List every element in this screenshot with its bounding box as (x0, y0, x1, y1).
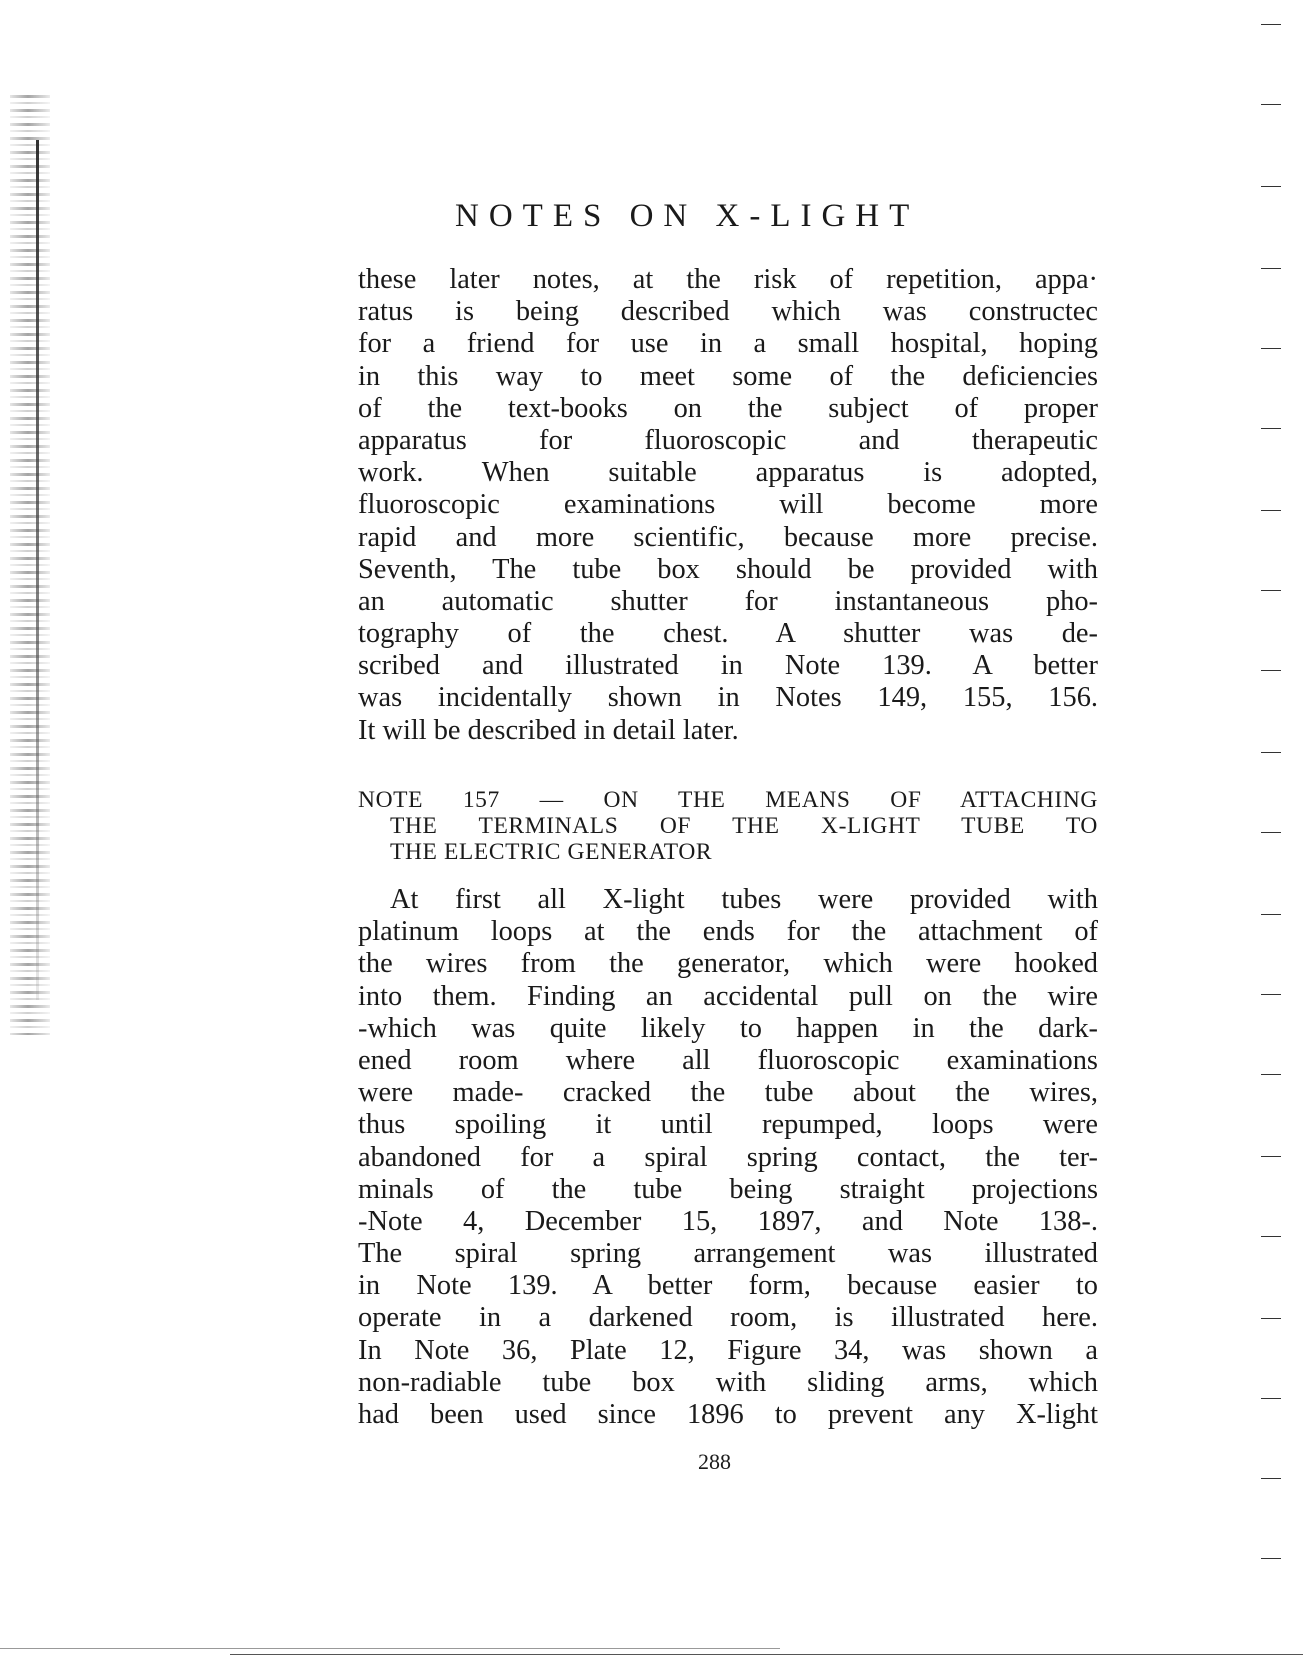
text-line: abandoned for a spiral spring contact, the ter- (358, 1141, 1098, 1173)
edge-mark (1261, 1236, 1281, 1237)
edge-mark (1261, 1318, 1281, 1319)
text-line: apparatus for fluoroscopic and therapeutic (358, 424, 1098, 456)
text-line: tography of the chest. A shutter was de- (358, 618, 1098, 650)
text-line: were made- cracked the tube about the wires, (358, 1077, 1098, 1109)
edge-mark (1261, 914, 1281, 915)
text-line: non-radiable tube box with sliding arms, which (358, 1366, 1098, 1398)
heading-line: THE ELECTRIC GENERATOR (390, 839, 713, 865)
text-line: operate in a darkened room, is illustrated here. (358, 1302, 1098, 1334)
note-paragraph (358, 884, 1098, 1431)
text-line: rapid and more scientific, because more precise. (358, 521, 1098, 553)
heading-line: THE TERMINALS OF THE X-LIGHT TUBE TO (390, 813, 1098, 839)
edge-mark (1261, 104, 1281, 105)
edge-mark (1261, 24, 1281, 25)
text-line: an automatic shutter for instantaneous pho- (358, 585, 1098, 617)
text-line: in this way to meet some of the deficiencies (358, 360, 1098, 392)
binding-edge-shadow (10, 95, 50, 1035)
text-line: into them. Finding an accidental pull on the wire (358, 980, 1098, 1012)
text-line: these later notes, at the risk of repetition, appa· (358, 264, 1098, 295)
edge-mark (1261, 186, 1281, 187)
edge-mark (1261, 1478, 1281, 1479)
text-line: was incidentally shown in Notes 149, 155, 156. (358, 682, 1098, 714)
edge-mark (1261, 1398, 1281, 1399)
edge-mark (1261, 268, 1281, 269)
right-edge-marks (1261, 20, 1283, 1580)
edge-mark (1261, 1074, 1281, 1075)
text-line: of the text-books on the subject of proper (358, 392, 1098, 424)
edge-mark (1261, 348, 1281, 349)
scan-edge-line (0, 1648, 780, 1649)
binding-edge-line (36, 140, 39, 1000)
edge-mark (1261, 590, 1281, 591)
edge-mark (1261, 832, 1281, 833)
text-line: In Note 36, Plate 12, Figure 34, was shown a (358, 1334, 1098, 1366)
heading-line: NOTE 157 — ON THE MEANS OF ATTACHING (358, 787, 1098, 813)
text-line: platinum loops at the ends for the attachment of (358, 916, 1098, 948)
text-line: for a friend for use in a small hospital, hoping (358, 328, 1098, 360)
text-line: thus spoiling it until repumped, loops were (358, 1109, 1098, 1141)
running-head: NOTES ON X-LIGHT (455, 198, 920, 234)
text-line: minals of the tube being straight projections (358, 1173, 1098, 1205)
edge-mark (1261, 670, 1281, 671)
edge-mark (1261, 1156, 1281, 1157)
text-line: ratus is being described which was constructec (358, 296, 1098, 328)
edge-mark (1261, 510, 1281, 511)
text-line: had been used since 1896 to prevent any X-light (358, 1399, 1098, 1430)
text-line: -Note 4, December 15, 1897, and Note 138-. (358, 1205, 1098, 1237)
text-line: At first all X-light tubes were provided with (390, 884, 1098, 915)
edge-mark (1261, 1558, 1281, 1559)
note-heading (358, 787, 1098, 865)
edge-mark (1261, 994, 1281, 995)
continued-paragraph (358, 264, 1098, 747)
text-line: fluoroscopic examinations will become more (358, 489, 1098, 521)
text-line: scribed and illustrated in Note 139. A better (358, 650, 1098, 682)
edge-mark (1261, 428, 1281, 429)
text-line: work. When suitable apparatus is adopted, (358, 457, 1098, 489)
text-line: in Note 139. A better form, because easier to (358, 1270, 1098, 1302)
page-number: 288 (698, 1449, 731, 1474)
text-line: Seventh, The tube box should be provided with (358, 553, 1098, 585)
text-line: It will be described in detail later. (358, 714, 739, 746)
text-line: ened room where all fluoroscopic examinations (358, 1044, 1098, 1076)
text-line: the wires from the generator, which were hooked (358, 948, 1098, 980)
text-line: -which was quite likely to happen in the dark- (358, 1012, 1098, 1044)
scan-edge-line (230, 1654, 1303, 1655)
edge-mark (1261, 752, 1281, 753)
text-line: The spiral spring arrangement was illustrated (358, 1238, 1098, 1270)
